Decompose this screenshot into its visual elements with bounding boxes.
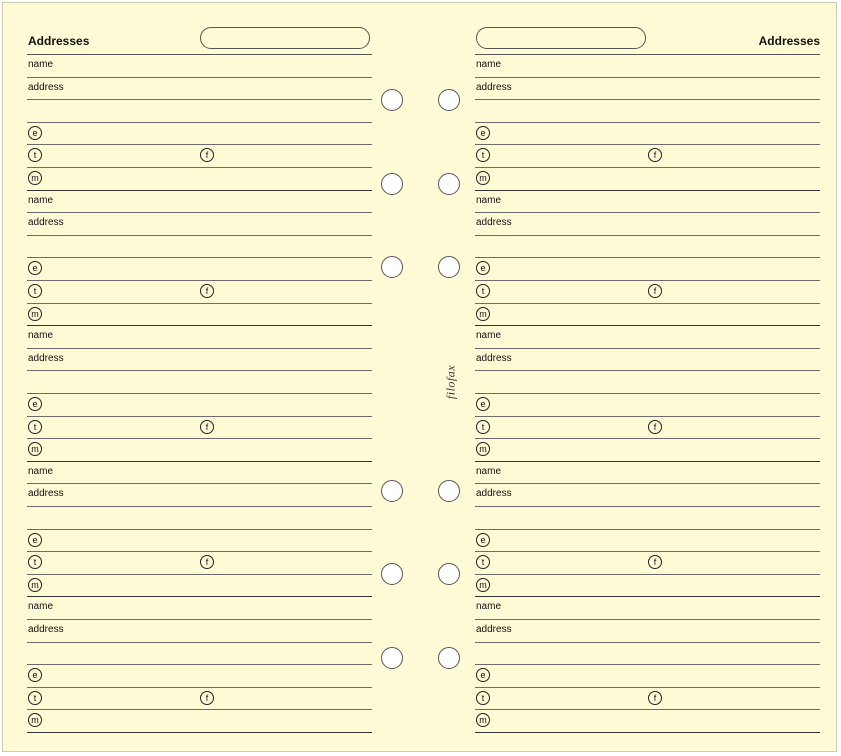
fax-icon: f: [648, 284, 662, 298]
name-line[interactable]: [475, 597, 820, 620]
phone-fax-line[interactable]: [475, 552, 820, 575]
email-line[interactable]: [27, 258, 372, 281]
address-line-2[interactable]: [27, 507, 372, 530]
name-label: name: [28, 59, 54, 70]
fax-icon: f: [200, 420, 214, 434]
email-line[interactable]: [27, 394, 372, 417]
phone-fax-line[interactable]: [27, 281, 372, 304]
name-line[interactable]: [27, 191, 372, 214]
name-line[interactable]: [27, 462, 372, 485]
address-line-2[interactable]: [27, 100, 372, 123]
email-line[interactable]: [27, 530, 372, 553]
address-line-2[interactable]: [475, 507, 820, 530]
address-line-2[interactable]: [475, 100, 820, 123]
fax-icon: f: [648, 555, 662, 569]
page-title: Addresses: [758, 34, 820, 48]
name-line[interactable]: [27, 326, 372, 349]
phone-fax-line[interactable]: [475, 145, 820, 168]
phone-fax-line[interactable]: [27, 417, 372, 440]
fax-icon: f: [648, 148, 662, 162]
planner-sheet: [2, 2, 837, 752]
address-line-2[interactable]: [27, 371, 372, 394]
email-icon: e: [476, 126, 490, 140]
mobile-line[interactable]: [475, 439, 820, 462]
left-page: [27, 3, 372, 743]
brand-logo: filofax: [443, 364, 458, 400]
address-label: address: [28, 352, 64, 364]
fax-icon: f: [200, 284, 214, 298]
phone-fax-line[interactable]: [27, 552, 372, 575]
mobile-icon: m: [28, 307, 42, 321]
email-icon: e: [28, 397, 42, 411]
binder-hole: [381, 480, 403, 502]
address-label: address: [476, 624, 512, 635]
name-line[interactable]: [27, 597, 372, 620]
name-line[interactable]: [475, 191, 820, 214]
telephone-icon: t: [476, 420, 490, 434]
name-line[interactable]: [27, 55, 372, 78]
address-line[interactable]: [27, 484, 372, 507]
binder-hole: [438, 173, 460, 195]
email-icon: e: [28, 126, 42, 140]
mobile-line[interactable]: [27, 710, 372, 733]
email-line[interactable]: [475, 123, 820, 146]
email-line[interactable]: [475, 665, 820, 688]
mobile-icon: m: [28, 578, 42, 592]
page-header: [475, 3, 820, 55]
address-label: address: [28, 488, 64, 500]
telephone-icon: t: [28, 148, 42, 162]
telephone-icon: t: [476, 555, 490, 569]
mobile-line[interactable]: [27, 304, 372, 327]
address-line-2[interactable]: [27, 236, 372, 259]
mobile-line[interactable]: [475, 575, 820, 598]
binder-hole: [438, 89, 460, 111]
address-line-2[interactable]: [27, 643, 372, 666]
mobile-icon: m: [28, 171, 42, 185]
name-line[interactable]: [475, 462, 820, 485]
email-line[interactable]: [27, 123, 372, 146]
address-label: address: [28, 624, 64, 635]
address-line-2[interactable]: [475, 371, 820, 394]
address-line-2[interactable]: [475, 236, 820, 259]
telephone-icon: t: [28, 284, 42, 298]
binder-hole: [438, 480, 460, 502]
mobile-line[interactable]: [27, 575, 372, 598]
mobile-icon: m: [28, 442, 42, 456]
email-icon: e: [476, 261, 490, 275]
address-label: address: [476, 488, 512, 500]
telephone-icon: t: [28, 555, 42, 569]
address-label: address: [28, 81, 64, 93]
mobile-icon: m: [476, 442, 490, 456]
phone-fax-line[interactable]: [475, 281, 820, 304]
binder-hole: [381, 89, 403, 111]
name-line[interactable]: [475, 55, 820, 78]
address-line[interactable]: [475, 620, 820, 643]
binder-hole: [381, 563, 403, 585]
mobile-icon: m: [476, 307, 490, 321]
fax-icon: f: [200, 555, 214, 569]
name-label: name: [476, 601, 502, 613]
address-label: address: [476, 352, 512, 364]
address-line[interactable]: [27, 78, 372, 101]
fax-icon: f: [648, 691, 662, 705]
right-page: [475, 3, 820, 743]
mobile-icon: m: [476, 171, 490, 185]
address-label: address: [28, 217, 64, 229]
email-icon: e: [476, 397, 490, 411]
email-icon: e: [28, 668, 42, 682]
email-icon: e: [476, 668, 490, 682]
mobile-icon: m: [476, 713, 490, 727]
email-icon: e: [28, 533, 42, 547]
mobile-icon: m: [476, 578, 490, 592]
fax-icon: f: [648, 420, 662, 434]
phone-fax-line[interactable]: [475, 417, 820, 440]
name-line[interactable]: [475, 326, 820, 349]
index-tab-box[interactable]: [200, 27, 370, 49]
mobile-line[interactable]: [27, 439, 372, 462]
name-label: name: [476, 330, 502, 342]
mobile-icon: m: [28, 713, 42, 727]
mobile-line[interactable]: [475, 304, 820, 327]
telephone-icon: t: [476, 284, 490, 298]
address-line[interactable]: [475, 213, 820, 236]
email-icon: e: [476, 533, 490, 547]
telephone-icon: t: [476, 691, 490, 705]
email-line[interactable]: [27, 665, 372, 688]
address-line[interactable]: [475, 78, 820, 101]
binder-hole: [438, 256, 460, 278]
binder-hole: [381, 647, 403, 669]
fax-icon: f: [200, 691, 214, 705]
name-label: name: [476, 194, 502, 206]
fax-icon: f: [200, 148, 214, 162]
email-icon: e: [28, 261, 42, 275]
email-line[interactable]: [475, 530, 820, 553]
name-label: name: [476, 59, 502, 70]
address-label: address: [476, 217, 512, 229]
binder-hole: [438, 563, 460, 585]
phone-fax-line[interactable]: [475, 688, 820, 711]
binder-hole: [381, 173, 403, 195]
phone-fax-line[interactable]: [27, 688, 372, 711]
name-label: name: [28, 194, 54, 206]
name-label: name: [28, 601, 54, 613]
telephone-icon: t: [476, 148, 490, 162]
mobile-line[interactable]: [475, 168, 820, 191]
address-line[interactable]: [27, 620, 372, 643]
address-line[interactable]: [475, 484, 820, 507]
mobile-line[interactable]: [27, 168, 372, 191]
name-label: name: [28, 330, 54, 342]
name-label: name: [476, 465, 502, 477]
address-label: address: [476, 81, 512, 93]
mobile-line[interactable]: [475, 710, 820, 733]
binder-hole: [381, 256, 403, 278]
index-tab-box[interactable]: [476, 27, 646, 49]
address-line-2[interactable]: [475, 643, 820, 666]
phone-fax-line[interactable]: [27, 145, 372, 168]
page-title: Addresses: [28, 34, 90, 48]
page-header: [27, 3, 372, 55]
telephone-icon: t: [28, 691, 42, 705]
address-line[interactable]: [27, 213, 372, 236]
binder-hole: [438, 647, 460, 669]
address-line[interactable]: [27, 349, 372, 372]
address-line[interactable]: [475, 349, 820, 372]
email-line[interactable]: [475, 258, 820, 281]
telephone-icon: t: [28, 420, 42, 434]
email-line[interactable]: [475, 394, 820, 417]
name-label: name: [28, 465, 54, 477]
